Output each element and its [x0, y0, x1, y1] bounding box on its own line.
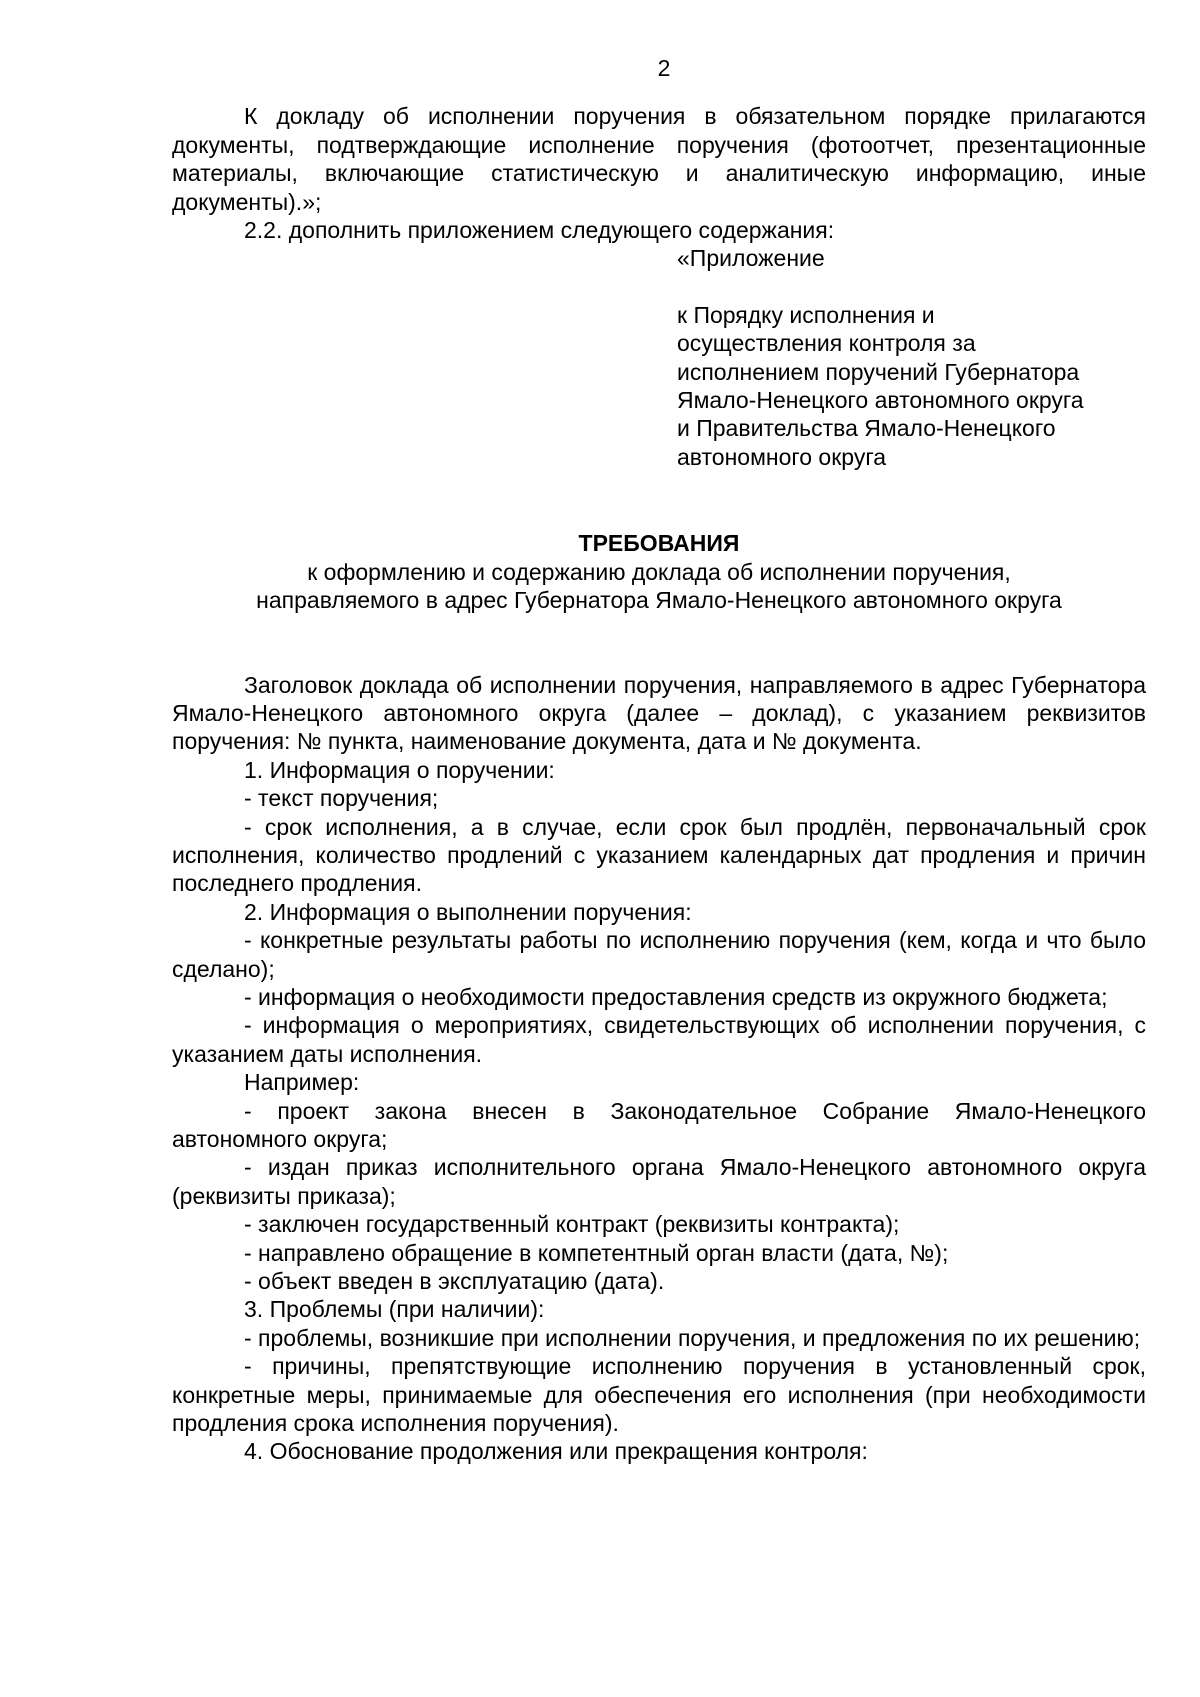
body-paragraph: Например: [244, 1069, 360, 1096]
body-paragraph: - срок исполнения, а в случае, если срок был продлён, первоначальный срок исполнения, количество продлений с указанием календарных дат продления и причин последнего продления. [172, 813, 1146, 897]
intro-paragraph-attachments: К докладу об исполнении поручения в обязательном порядке прилагаются документы, подтверждающие исполнение поручения (фотоотчет, презентационные материалы, включающие статистическую и аналитическую информацию, иные документы).»; [172, 103, 1146, 215]
body-paragraph: - объект введен в эксплуатацию (дата). [244, 1268, 665, 1295]
appendix-title: «Приложение [677, 245, 825, 272]
appendix-header [677, 244, 1146, 471]
body-paragraph: - направлено обращение в компетентный орган власти (дата, №); [244, 1239, 949, 1266]
appendix-line: Ямало-Ненецкого автономного округа [677, 387, 1084, 414]
intro-paragraph-amendment: 2.2. дополнить приложением следующего содержания: [244, 217, 835, 244]
body-paragraph: - издан приказ исполнительного органа Ямало-Ненецкого автономного округа (реквизиты приказа); [172, 1154, 1146, 1209]
body-paragraph: Заголовок доклада об исполнении поручения, направляемого в адрес Губернатора Ямало-Ненецкого автономного округа (далее – доклад), с указанием реквизитов поручения: № пункта, наименование документа, дата и № документа. [172, 671, 1146, 755]
document-page [172, 54, 1146, 1466]
body-paragraph: - причины, препятствующие исполнению поручения в установленный срок, конкретные меры, принимаемые для обеспечения его исполнения (при необходимости продления срока исполнения поручения). [172, 1353, 1146, 1437]
body-paragraph: 2. Информация о выполнении поручения: [244, 898, 692, 925]
requirements-heading [172, 529, 1146, 614]
body-paragraph: 1. Информация о поручении: [244, 756, 555, 783]
body-paragraph: - заключен государственный контракт (реквизиты контракта); [244, 1211, 900, 1238]
requirements-subtitle: к оформлению и содержанию доклада об исполнении поручения, [307, 558, 1011, 585]
appendix-line: исполнением поручений Губернатора [677, 358, 1080, 385]
requirements-title: ТРЕБОВАНИЯ [578, 530, 740, 557]
appendix-line: и Правительства Ямало-Ненецкого [677, 415, 1056, 442]
requirements-subtitle: направляемого в адрес Губернатора Ямало-Ненецкого автономного округа [256, 587, 1062, 614]
body-paragraph: - проект закона внесен в Законодательное Собрание Ямало-Ненецкого автономного округа; [172, 1097, 1146, 1152]
body-paragraph: 3. Проблемы (при наличии): [244, 1296, 545, 1323]
requirements-body [172, 671, 1146, 1466]
body-paragraph: - проблемы, возникшие при исполнении поручения, и предложения по их решению; [244, 1324, 1141, 1351]
page-number: 2 [657, 55, 671, 81]
appendix-line: к Порядку исполнения и [677, 301, 935, 328]
body-paragraph: - информация о необходимости предоставления средств из окружного бюджета; [244, 983, 1108, 1010]
appendix-line: осуществления контроля за [677, 330, 976, 357]
body-paragraph: - конкретные результаты работы по исполнению поручения (кем, когда и что было сделано); [172, 927, 1146, 982]
body-paragraph: - текст поручения; [244, 785, 439, 812]
body-paragraph: 4. Обоснование продолжения или прекращения контроля: [244, 1438, 868, 1465]
body-paragraph: - информация о мероприятиях, свидетельствующих об исполнении поручения, с указанием даты исполнения. [172, 1012, 1146, 1067]
appendix-line: автономного округа [677, 443, 886, 470]
